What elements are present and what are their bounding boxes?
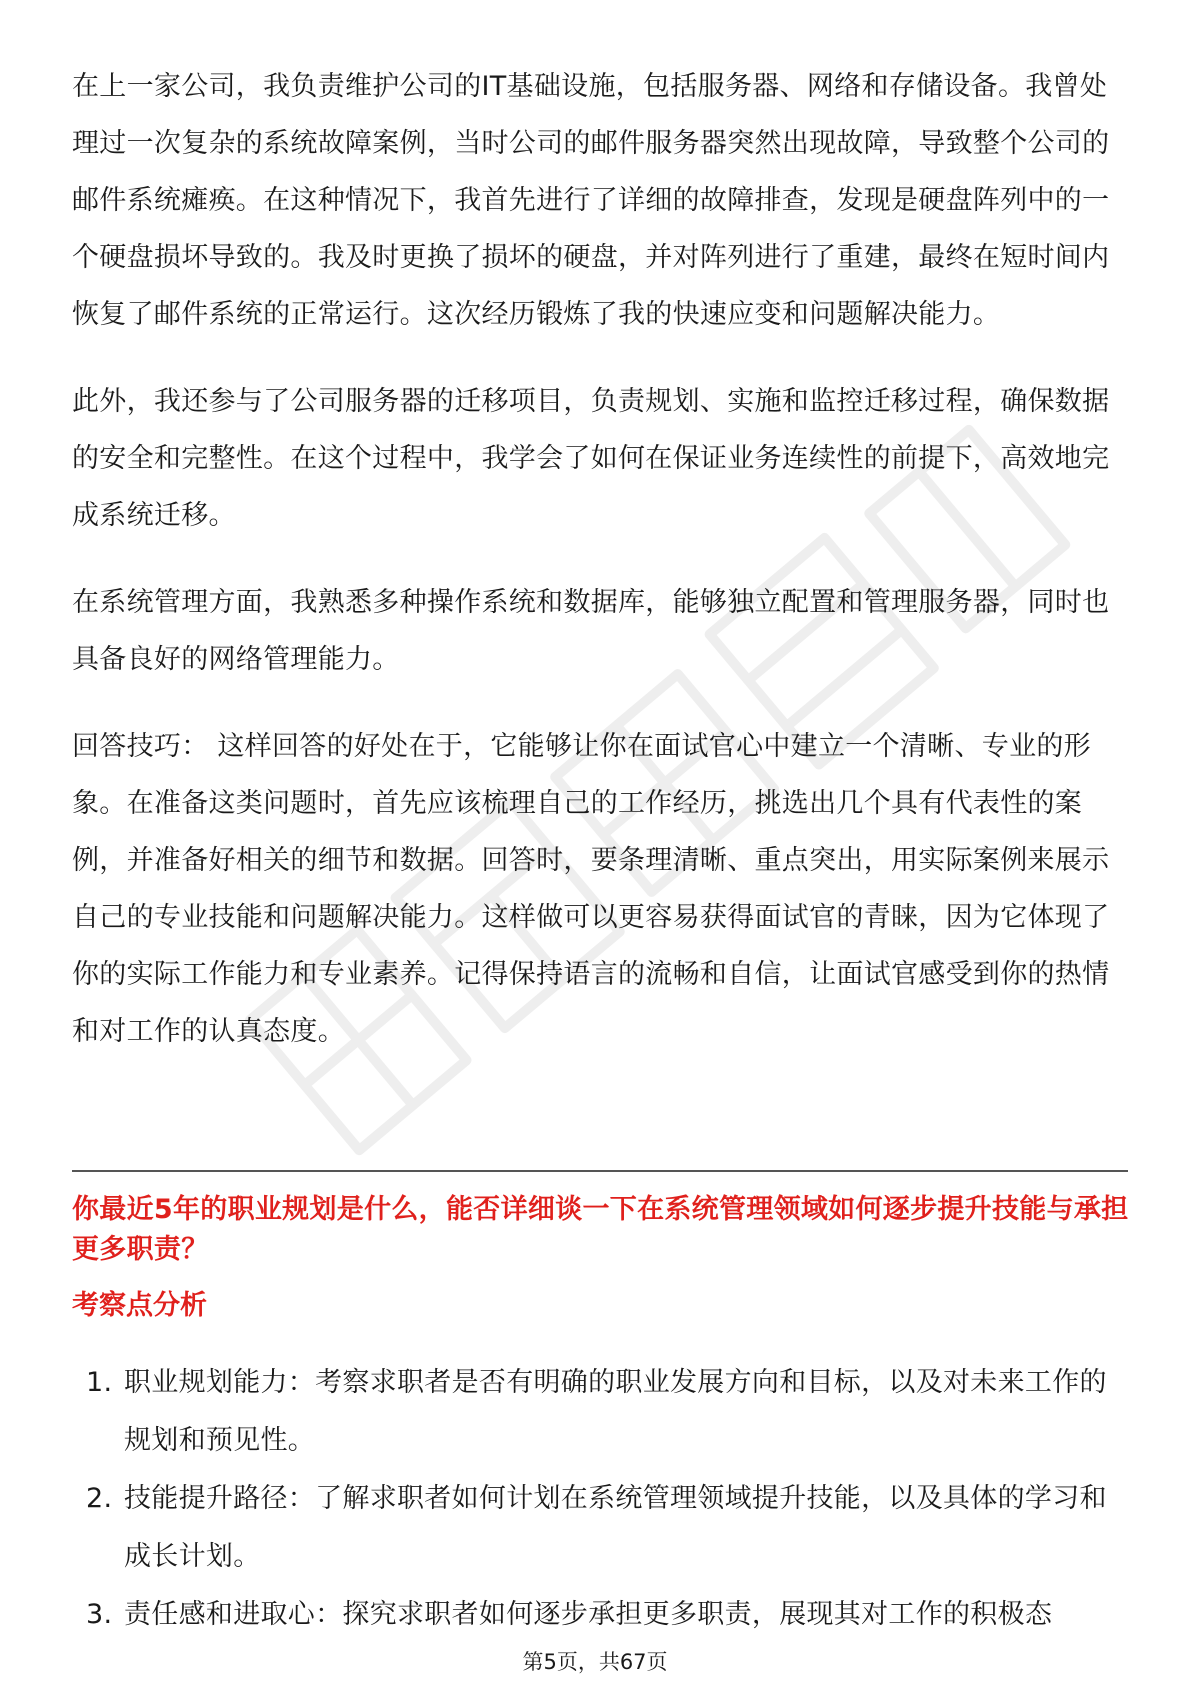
- analysis-points: [72, 1354, 1130, 1644]
- section-divider: [72, 1170, 1128, 1172]
- list-item-number: 1.: [86, 1367, 113, 1398]
- list-item: [72, 1354, 1130, 1470]
- list-item-text: 职业规划能力：考察求职者是否有明确的职业发展方向和目标，以及对未来工作的规划和预见性。: [124, 1367, 1107, 1456]
- section-heading: 考察点分析: [72, 1290, 207, 1321]
- paragraph-experience: 在上一家公司，我负责维护公司的IT基础设施，包括服务器、网络和存储设备。我曾处理过一次复杂的系统故障案例，当时公司的邮件服务器突然出现故障，导致整个公司的邮件系统瘫痪。在这种情况下，我首先进行了详细的故障排查，发现是硬盘阵列中的一个硬盘损坏导致的。我及时更换了损坏的硬盘，并对阵列进行了重建，最终在短时间内恢复了邮件系统的正常运行。这次经历锻炼了我的快速应变和问题解决能力。: [72, 71, 1110, 330]
- list-item: [72, 1586, 1130, 1644]
- paragraph-answer-tips: 回答技巧： 这样回答的好处在于，它能够让你在面试官心中建立一个清晰、专业的形象。在准备这类问题时，首先应该梳理自己的工作经历，挑选出几个具有代表性的案例，并准备好相关的细节和数据。回答时，要条理清晰、重点突出，用实际案例来展示自己的专业技能和问题解决能力。这样做可以更容易获得面试官的青睐，因为它体现了你的实际工作能力和专业素养。记得保持语言的流畅和自信，让面试官感受到你的热情和对工作的认真态度。: [72, 731, 1110, 1047]
- page-body: [72, 58, 1130, 1090]
- paragraph-migration: 此外，我还参与了公司服务器的迁移项目，负责规划、实施和监控迁移过程，确保数据的安全和完整性。在这个过程中，我学会了如何在保证业务连续性的前提下，高效地完成系统迁移。: [72, 386, 1110, 531]
- list-item-number: 2.: [86, 1483, 113, 1514]
- list-item-number: 3.: [86, 1599, 113, 1630]
- interview-question: 你最近5年的职业规划是什么，能否详细谈一下在系统管理领域如何逐步提升技能与承担更多职责？: [72, 1194, 1129, 1265]
- paragraph-system-management: 在系统管理方面，我熟悉多种操作系统和数据库，能够独立配置和管理服务器，同时也具备良好的网络管理能力。: [72, 587, 1110, 675]
- list-item-text: 技能提升路径：了解求职者如何计划在系统管理领域提升技能，以及具体的学习和成长计划。: [124, 1483, 1107, 1572]
- list-item-text: 责任感和进取心：探究求职者如何逐步承担更多职责，展现其对工作的积极态: [124, 1599, 1053, 1630]
- list-item: [72, 1470, 1130, 1586]
- page-footer: 第5页，共67页: [522, 1650, 668, 1674]
